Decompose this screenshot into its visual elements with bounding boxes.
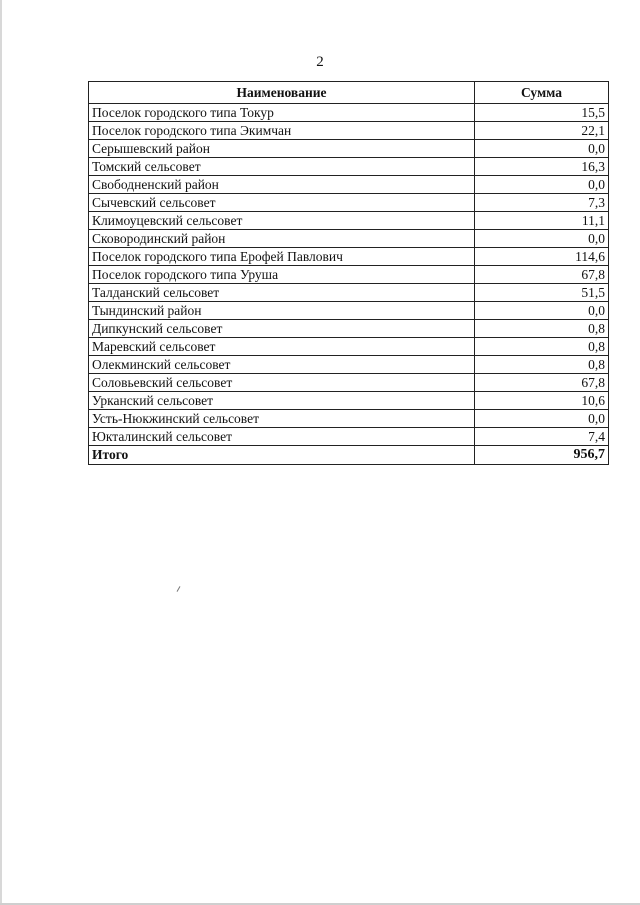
row-sum: 0,8: [475, 320, 609, 338]
table-row: [89, 356, 609, 374]
budget-table: [88, 81, 609, 465]
row-name: Поселок городского типа Экимчан: [89, 122, 475, 140]
row-sum: 0,0: [475, 410, 609, 428]
row-sum: 67,8: [475, 266, 609, 284]
row-name: Сычевский сельсовет: [89, 194, 475, 212]
table-row: [89, 230, 609, 248]
total-sum: 956,7: [475, 446, 609, 465]
table-row: [89, 176, 609, 194]
row-name: Сковородинский район: [89, 230, 475, 248]
table-row: [89, 122, 609, 140]
row-sum: 16,3: [475, 158, 609, 176]
table-row: [89, 374, 609, 392]
table-row: [89, 140, 609, 158]
row-name: Олекминский сельсовет: [89, 356, 475, 374]
row-sum: 0,8: [475, 356, 609, 374]
table-row: [89, 428, 609, 446]
row-name: Дипкунский сельсовет: [89, 320, 475, 338]
row-sum: 114,6: [475, 248, 609, 266]
row-sum: 0,8: [475, 338, 609, 356]
page-number: 2: [316, 54, 324, 70]
table-row: [89, 266, 609, 284]
row-sum: 15,5: [475, 104, 609, 122]
row-sum: 10,6: [475, 392, 609, 410]
row-sum: 0,0: [475, 140, 609, 158]
table-row: [89, 338, 609, 356]
row-name: Климоуцевский сельсовет: [89, 212, 475, 230]
row-name: Талданский сельсовет: [89, 284, 475, 302]
row-sum: 0,0: [475, 302, 609, 320]
table-row: [89, 248, 609, 266]
table-row: [89, 302, 609, 320]
row-sum: 11,1: [475, 212, 609, 230]
row-sum: 67,8: [475, 374, 609, 392]
row-name: Урканский сельсовет: [89, 392, 475, 410]
table-row: [89, 284, 609, 302]
row-name: Юкталинский сельсовет: [89, 428, 475, 446]
total-label: Итого: [89, 446, 475, 465]
row-sum: 0,0: [475, 230, 609, 248]
row-name: Маревский сельсовет: [89, 338, 475, 356]
table-row: [89, 194, 609, 212]
row-name: Поселок городского типа Ерофей Павлович: [89, 248, 475, 266]
row-sum: 51,5: [475, 284, 609, 302]
column-header-sum: Сумма: [475, 82, 609, 104]
total-row: [89, 446, 609, 465]
row-name: Соловьевский сельсовет: [89, 374, 475, 392]
row-name: Томский сельсовет: [89, 158, 475, 176]
table-row: [89, 212, 609, 230]
row-name: Поселок городского типа Токур: [89, 104, 475, 122]
column-header-name: Наименование: [89, 82, 475, 104]
row-name: Тындинский район: [89, 302, 475, 320]
row-sum: 22,1: [475, 122, 609, 140]
row-sum: 0,0: [475, 176, 609, 194]
scan-edge: [0, 0, 2, 905]
row-name: Усть-Нюкжинский сельсовет: [89, 410, 475, 428]
row-sum: 7,4: [475, 428, 609, 446]
table-row: [89, 104, 609, 122]
table-row: [89, 320, 609, 338]
row-name: Поселок городского типа Уруша: [89, 266, 475, 284]
row-sum: 7,3: [475, 194, 609, 212]
table-row: [89, 158, 609, 176]
table-row: [89, 392, 609, 410]
scan-speck: [177, 586, 181, 592]
table-row: [89, 410, 609, 428]
row-name: Серышевский район: [89, 140, 475, 158]
row-name: Свободненский район: [89, 176, 475, 194]
table-header-row: [89, 82, 609, 104]
